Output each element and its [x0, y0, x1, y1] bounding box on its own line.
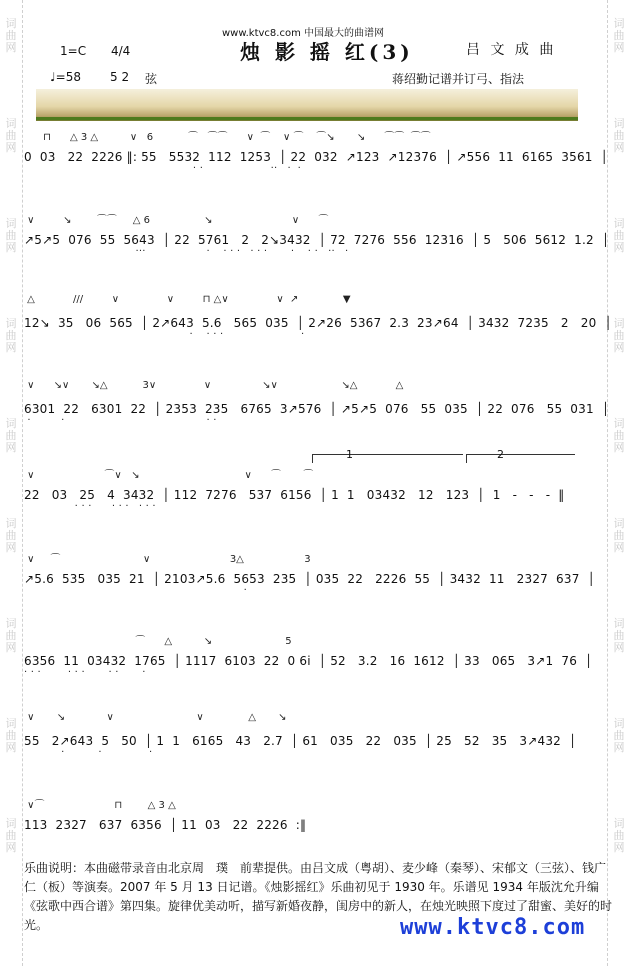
tempo-mark: ♩=58 — [50, 70, 81, 84]
score-line-6 — [24, 550, 595, 596]
bowing-marks: ⌒ △ ↘ 5 — [24, 636, 292, 647]
watermark-right-4: 词 曲 网 — [613, 417, 625, 454]
notation-text: 55 2↗643 5 50 │ 1 1 6165 43 2.7 │ 61 035 22 035 │ 25 52 35 3↗432 │ — [24, 734, 577, 748]
watermark-right-3: 词 曲 网 — [613, 317, 625, 354]
octave-dots: · — [24, 585, 247, 596]
music-description: 乐曲说明：本曲磁带录音由北京周 璞 前辈提供。由吕文成（粤胡）、麦少峰（秦琴）、宋郁文（三弦）、钱广仁（板）等演奏。2007 年 5 月 13 日记谱。《烛影摇红》乐曲初见于 1930 年。乐谱见 1934 年版沈允升编《弦歌中西合谱》第四集。旋律优美动听，描写新婚夜静，闺房中的新人，在烛光映照下度过了甜蜜、美好的时光。 — [24, 861, 613, 932]
banner-baseline — [36, 117, 578, 120]
watermark-right-1: 词 曲 网 — [613, 117, 625, 154]
octave-dots: · · ·· · · — [24, 163, 302, 174]
watermark-right-7: 词 曲 网 — [613, 717, 625, 754]
score-line-4 — [24, 380, 610, 426]
bowing-marks: △ /// ∨ ∨ ⊓ △∨ ∨ ↗ ▼ — [24, 294, 351, 305]
octave-dots: · · · — [24, 747, 153, 758]
composer: 吕 文 成 曲 — [466, 42, 557, 58]
key-signature: 1=C — [60, 44, 87, 58]
watermark-left-7: 词 曲 网 — [5, 717, 17, 754]
notation-text: 22 03 25 4 3432 │ 112 7276 537 6156 │ 1 1 03432 12 123 │ 1 - - - ‖ — [24, 488, 565, 502]
score-line-2 — [24, 211, 610, 257]
volta-1 — [312, 454, 463, 463]
notation-text: ↗5↗5 076 55 5643 │ 22 5761 2 2↘3432 │ 72 7276 556 12316 │ 5 506 5612 1.2 │ — [24, 233, 610, 247]
volta-2 — [466, 454, 575, 463]
watermark-left-0: 词 曲 网 — [5, 17, 17, 54]
instrument: 弦 — [145, 72, 158, 86]
octave-dots: · · · · · — [24, 329, 305, 340]
watermark-left-6: 词 曲 网 — [5, 617, 17, 654]
bowing-marks: ∨ ↘∨ ↘△ 3∨ ∨ ↘∨ ↘△ △ — [24, 380, 404, 391]
score-line-8 — [24, 712, 584, 758]
watermark-left-8: 词 曲 网 — [5, 817, 17, 854]
watermark-left-5: 词 曲 网 — [5, 517, 17, 554]
watermark-right-8: 词 曲 网 — [613, 817, 625, 854]
notation-text: 6301 22 6301 22 │ 2353 235 6765 3↗576 │ ↗5↗5 076 55 035 │ 22 076 55 031 │ — [24, 402, 610, 416]
notation-text: 6356 11 03432 1765 │ 1117 6103 22 0 6i │ 52 3.2 16 1612 │ 33 065 3↗1 76 │ — [24, 654, 593, 668]
notation-text: 0 03 22 2226 ‖: 55 5532 112 1253 │ 22 032 ↗123 ↗12376 │ ↗556 11 6165 3561 │ — [24, 150, 609, 164]
watermark-right-2: 词 曲 网 — [613, 217, 625, 254]
score-line-5 — [24, 466, 584, 512]
time-signature: 4/4 — [111, 44, 131, 58]
score-line-1 — [24, 128, 609, 174]
watermark-left-1: 词 曲 网 — [5, 117, 17, 154]
site-url[interactable]: www.ktvc8.com 中国最大的曲谱网 — [222, 28, 385, 39]
notation-text: 113 2327 637 6356 │ 11 03 22 2226 :‖ — [24, 818, 307, 832]
score-line-9 — [24, 796, 584, 836]
watermark-right-0: 词 曲 网 — [613, 17, 625, 54]
score-line-7 — [24, 632, 593, 678]
watermark-right-5: 词 曲 网 — [613, 517, 625, 554]
arranger-note: 蒋绍勤记谱并订弓、指法 — [392, 72, 525, 86]
watermark-left-4: 词 曲 网 — [5, 417, 17, 454]
bowing-marks: ∨ ⌒∨ ↘ ∨ ⌒ ⌒ — [24, 470, 314, 481]
watermark-left-2: 词 曲 网 — [5, 217, 17, 254]
bowing-marks: ∨ ↘ ⌒⌒ △ 6 ↘ ∨ ⌒ — [24, 215, 329, 226]
ending-one-label: 1 — [346, 448, 353, 461]
score-line-3 — [24, 294, 612, 340]
ending-two-label: 2 — [497, 448, 504, 461]
watermark-left-3: 词 曲 网 — [5, 317, 17, 354]
notation-text: 12↘ 35 06 565 │ 2↗643 5.6 565 035 │ 2↗26 5367 2.3 23↗64 │ 3432 7235 2 20 │ — [24, 316, 612, 330]
watermark-right-6: 词 曲 网 — [613, 617, 625, 654]
tuning: 5 2 — [110, 70, 130, 84]
bowing-marks: ∨⌒ ⊓ △ 3 △ — [24, 800, 176, 811]
song-title: 烛 影 摇 红(3) — [240, 40, 414, 64]
octave-dots: ··· · · · · · · · · · · ·· · — [24, 246, 349, 257]
notation-text: ↗5.6 535 035 21 │ 2103↗5.6 5653 235 │ 035 22 2226 55 │ 3432 11 2327 637 │ — [24, 572, 595, 586]
bowing-marks: ∨ ⌒ ∨ 3△ 3 — [24, 554, 311, 565]
octave-dots: · · · · · · · · · — [24, 667, 146, 678]
bowing-marks: ⊓ △ 3 △ ∨ 6 ⌒ ⌒⌒ ∨ ⌒ ∨ ⌒ ⌒↘ ↘ ⌒⌒ ⌒⌒ — [24, 132, 431, 143]
octave-dots: · · · · · · · · · — [24, 501, 156, 512]
octave-dots: · · · · — [24, 415, 217, 426]
bowing-marks: ∨ ↘ ∨ ∨ △ ↘ — [24, 712, 287, 723]
site-logo[interactable]: www.ktvc8.com — [400, 915, 586, 940]
